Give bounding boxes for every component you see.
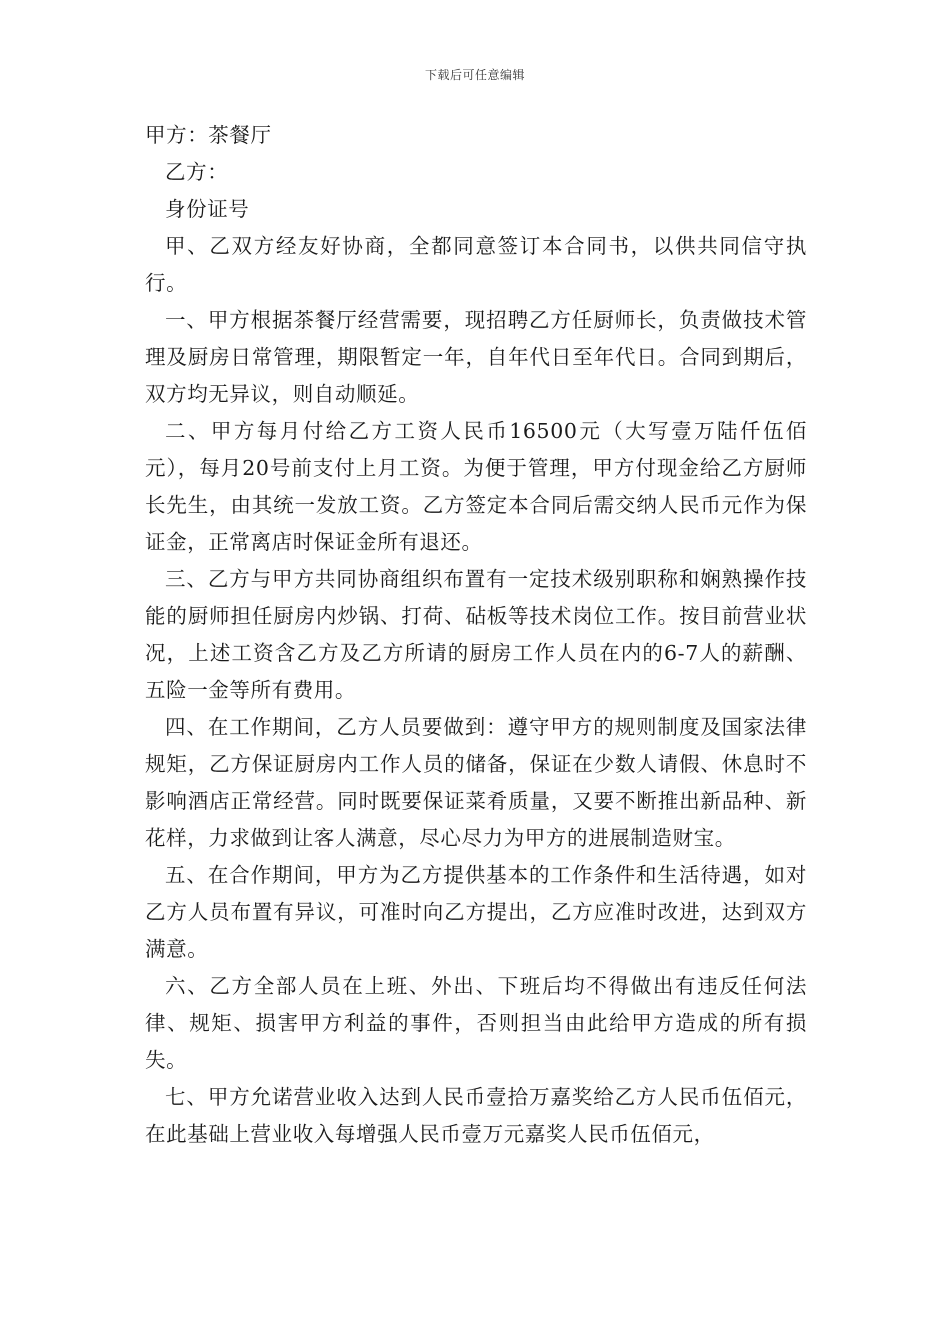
paragraph-clause-4: 四、在工作期间，乙方人员要做到：遵守甲方的规则制度及国家法律规矩，乙方保证厨房内工作人员的储备，保证在少数人请假、休息时不影响酒店正常经营。同时既要保证菜肴质量，又要不断推出新品种、新花样，力求做到让客人满意，尽心尽力为甲方的进展制造财宝。 <box>145 715 807 850</box>
paragraph-clause-5: 五、在合作期间，甲方为乙方提供基本的工作条件和生活待遇，如对乙方人员布置有异议，可准时向乙方提出，乙方应准时改进，达到双方满意。 <box>145 863 807 961</box>
paragraph-clause-3: 三、乙方与甲方共同协商组织布置有一定技术级别职称和娴熟操作技能的厨师担任厨房内炒锅、打荷、砧板等技术岗位工作。按目前营业状况，上述工资含乙方及乙方所请的厨房工作人员在内的6-7人的薪酬、五险一金等所有费用。 <box>145 567 807 702</box>
party-a-line: 甲方：茶餐厅 <box>145 123 272 147</box>
id-number-line: 身份证号 <box>165 197 250 221</box>
header-note: 下载后可任意编辑 <box>424 68 525 82</box>
contract-body <box>145 117 807 1153</box>
party-b-line: 乙方： <box>165 160 229 184</box>
paragraph-clause-2: 二、甲方每月付给乙方工资人民币16500元（大写壹万陆仟伍佰元），每月20号前支付上月工资。为便于管理，甲方付现金给乙方厨师长先生，由其统一发放工资。乙方签定本合同后需交纳人民币元作为保证金，正常离店时保证金所有退还。 <box>145 419 807 554</box>
paragraph-intro: 甲、乙双方经友好协商，全都同意签订本合同书，以供共同信守执行。 <box>145 234 807 295</box>
paragraph-clause-1: 一、甲方根据茶餐厅经营需要，现招聘乙方任厨师长，负责做技术管理及厨房日常管理，期限暂定一年，自年代日至年代日。合同到期后，双方均无异议，则自动顺延。 <box>145 308 807 406</box>
paragraph-clause-7: 七、甲方允诺营业收入达到人民币壹拾万嘉奖给乙方人民币伍佰元，在此基础上营业收入每增强人民币壹万元嘉奖人民币伍佰元， <box>145 1085 807 1146</box>
paragraph-clause-6: 六、乙方全部人员在上班、外出、下班后均不得做出有违反任何法律、规矩、损害甲方利益的事件，否则担当由此给甲方造成的所有损失。 <box>145 974 807 1072</box>
